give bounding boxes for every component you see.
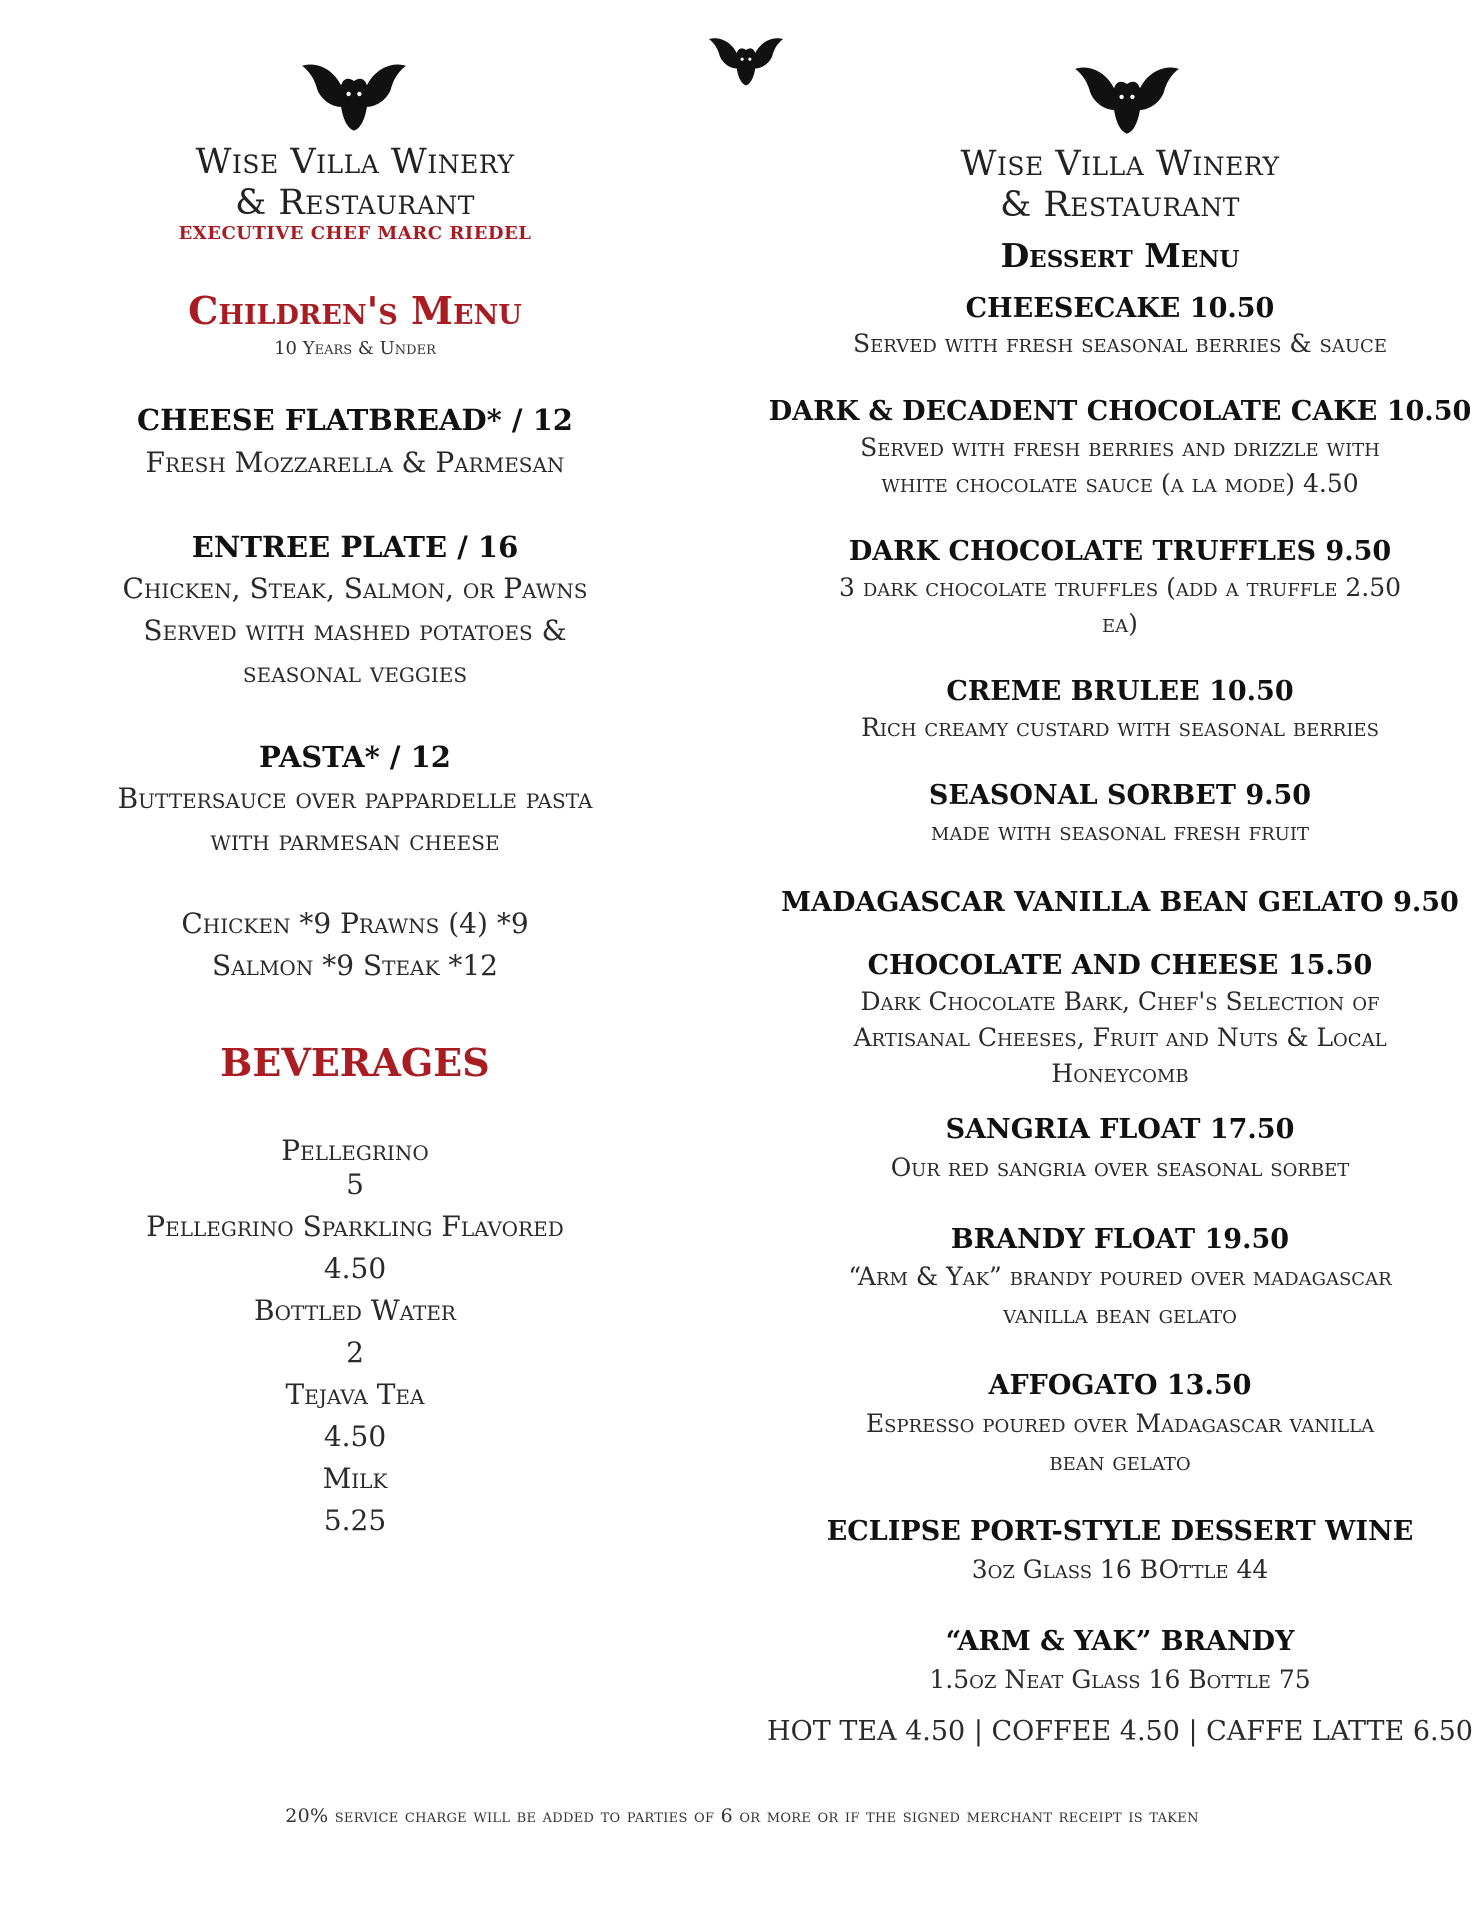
dessert-item-desc: Artisanal Cheeses, Fruit and Nuts & Local [853,1023,1387,1052]
service-charge-note: 20% service charge will be added to parties of 6 or more or if the signed merchant receipt is taken [285,1805,1199,1827]
beverage-name: Pellegrino [281,1134,429,1167]
dessert-item-title: DARK CHOCOLATE TRUFFLES 9.50 [848,536,1392,567]
dessert-item-desc: Honeycomb [1051,1059,1189,1088]
dessert-menu-title: Dessert Menu [1000,236,1240,275]
dessert-item-title: SANGRIA FLOAT 17.50 [945,1114,1295,1145]
menu-item-desc: Buttersauce over pappardelle pasta [117,782,593,815]
menu-item-title: CHEESE FLATBREAD* / 12 [137,403,573,437]
executive-chef: EXECUTIVE CHEF MARC RIEDEL [178,223,532,244]
dessert-item-title: CHOCOLATE AND CHEESE 15.50 [867,950,1373,981]
dessert-item-desc: 3oz Glass 16 BOttle 44 [971,1555,1269,1584]
beverage-name: Pellegrino Sparkling Flavored [146,1210,564,1243]
beverage-price: 4.50 [323,1252,387,1285]
dessert-item-desc: vanilla bean gelato [1003,1300,1237,1329]
beverage-price: 2 [346,1336,364,1369]
childrens-menu-title: Children's Menu [188,288,522,333]
dessert-item-desc: made with seasonal fresh fruit [931,817,1309,846]
menu-item-desc: with parmesan cheese [210,824,500,857]
dessert-item-desc: 3 dark chocolate truffles (add a truffle 2.50 [838,573,1402,602]
beverage-name: Tejava Tea [285,1378,425,1411]
dessert-item-desc: Espresso poured over Madagascar vanilla [865,1409,1375,1438]
menu-item-desc: seasonal veggies [242,656,468,689]
dessert-item-title: “ARM & YAK” BRANDY [945,1626,1295,1657]
addon-line: Salmon *9 Steak *12 [212,949,498,982]
addon-line: Chicken *9 Prawns (4) *9 [181,907,529,940]
dessert-item-desc: “Arm & Yak” brandy poured over madagascar [848,1262,1392,1291]
beverage-price: 5.25 [323,1504,387,1537]
beverage-name: Bottled Water [254,1294,456,1327]
brand-name: Wise Villa Winery [195,142,515,182]
beverage-name: Milk [322,1462,388,1495]
beverages-title: BEVERAGES [220,1040,490,1085]
dessert-item-title: MADAGASCAR VANILLA BEAN GELATO 9.50 [781,887,1459,918]
dessert-item-desc: Our red sangria over seasonal sorbet [890,1153,1350,1182]
dessert-item-desc: ea) [1102,609,1138,638]
brand-name: Wise Villa Winery [960,144,1280,184]
menu-item-title: ENTREE PLATE / 16 [191,530,519,564]
dessert-item-title: SEASONAL SORBET 9.50 [928,780,1312,811]
dessert-item-desc: Served with fresh seasonal berries & sauce [853,329,1387,358]
brand-subtitle: & Restaurant [1000,185,1240,225]
owl-icon [707,33,785,87]
dessert-item-title: ECLIPSE PORT-STYLE DESSERT WINE [826,1516,1414,1547]
menu-item-title: PASTA* / 12 [259,740,451,774]
beverage-price: 5 [346,1168,364,1201]
beverage-price: 4.50 [323,1420,387,1453]
dessert-item-desc: Dark Chocolate Bark, Chef's Selection of [860,987,1380,1016]
owl-icon [300,57,408,133]
dessert-item-desc: 1.5oz Neat Glass 16 Bottle 75 [929,1665,1311,1694]
menu-item-desc: Chicken, Steak, Salmon, or Pawns [122,572,588,605]
hot-drinks-line: HOT TEA 4.50 | COFFEE 4.50 | CAFFE LATTE 6.50 [767,1716,1473,1747]
dessert-item-title: CREME BRULEE 10.50 [946,676,1294,707]
dessert-item-title: CHEESECAKE 10.50 [965,293,1275,324]
dessert-item-desc: white chocolate sauce (a la mode) 4.50 [881,469,1359,498]
age-note: 10 Years & Under [274,338,436,359]
dessert-item-title: AFFOGATO 13.50 [988,1370,1252,1401]
menu-item-desc: Fresh Mozzarella & Parmesan [145,446,565,479]
dessert-item-desc: Served with fresh berries and drizzle with [860,433,1380,462]
menu-item-desc: Served with mashed potatoes & [143,614,567,647]
dessert-item-desc: bean gelato [1049,1447,1191,1476]
dessert-item-title: BRANDY FLOAT 19.50 [950,1224,1290,1255]
dessert-item-title: DARK & DECADENT CHOCOLATE CAKE 10.50 [768,396,1472,427]
owl-icon [1073,60,1181,136]
dessert-item-desc: Rich creamy custard with seasonal berries [861,713,1379,742]
brand-subtitle: & Restaurant [235,183,475,223]
